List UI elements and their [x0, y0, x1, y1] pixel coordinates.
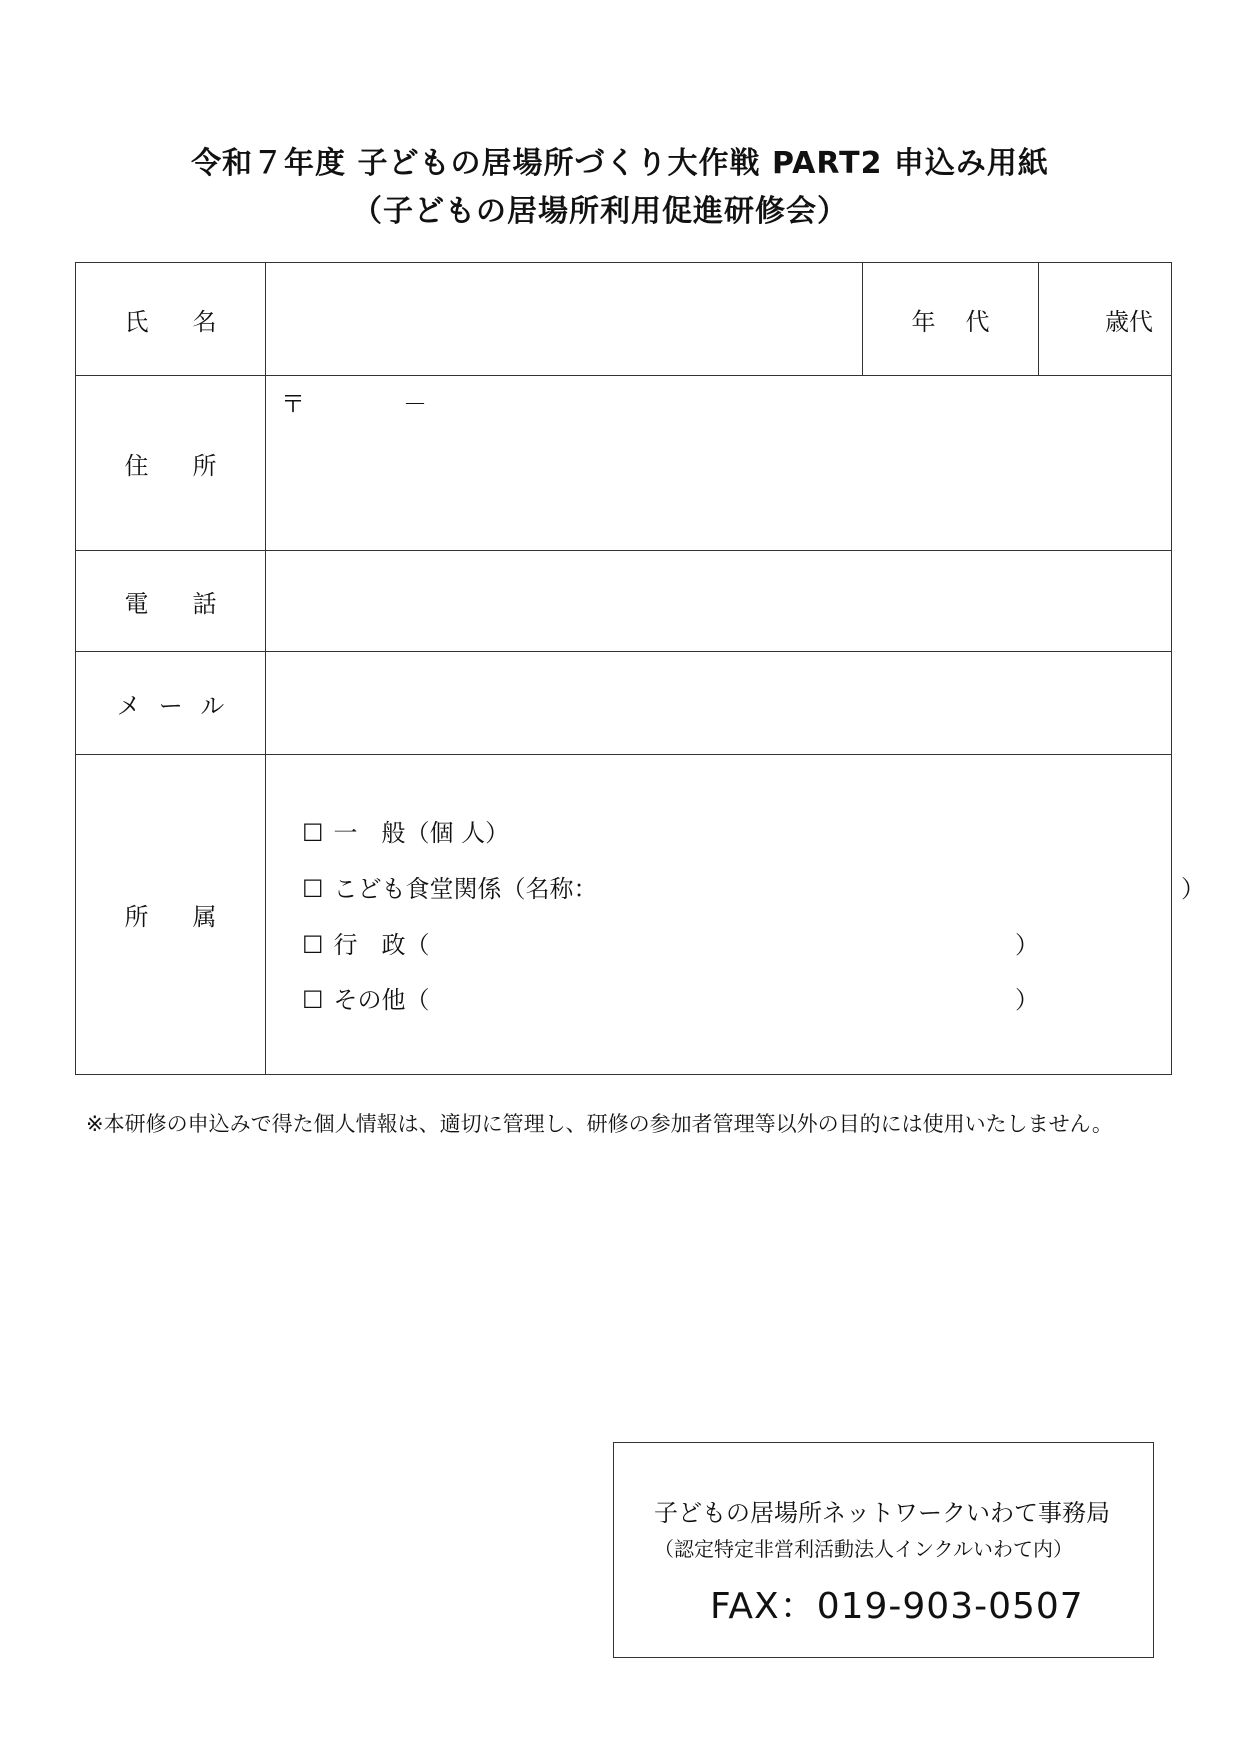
- option-government-label: 行 政（: [333, 931, 430, 959]
- mail-label: メール: [76, 652, 266, 755]
- checkbox-icon[interactable]: ☐: [302, 931, 324, 959]
- option-other[interactable]: [302, 980, 430, 1015]
- affiliation-options: [266, 755, 1205, 1075]
- address-row: [76, 376, 1172, 551]
- option-kodomo-shokudo-close: ）: [1181, 875, 1205, 903]
- option-government[interactable]: [302, 925, 430, 960]
- checkbox-icon[interactable]: ☐: [302, 819, 324, 847]
- option-government-close: ）: [1015, 931, 1039, 959]
- contact-org: 子どもの居場所ネットワークいわて事務局: [654, 1499, 1110, 1527]
- name-label: 氏名: [76, 263, 266, 376]
- form-title: 令和７年度 子どもの居場所づくり大作戦 PART2 申込み用紙: [191, 146, 1049, 181]
- privacy-note: ※本研修の申込みで得た個人情報は、適切に管理し、研修の参加者管理等以外の目的には使用いたしません。: [86, 1112, 1113, 1136]
- phone-field[interactable]: [266, 551, 1172, 652]
- age-label: 年代: [863, 263, 1039, 376]
- form-subtitle: （子どもの居場所利用促進研修会）: [352, 194, 848, 229]
- name-field[interactable]: [266, 263, 863, 376]
- age-unit-label: 歳代: [1105, 307, 1153, 336]
- option-kodomo-shokudo-label: こども食堂関係（名称：: [333, 875, 598, 903]
- phone-row: [76, 551, 1172, 652]
- checkbox-icon[interactable]: ☐: [302, 986, 324, 1014]
- address-field[interactable]: [266, 376, 1172, 551]
- option-general-label: 一 般（個 人）: [333, 819, 510, 847]
- contact-fax: FAX：019-903-0507: [710, 1586, 1084, 1627]
- mail-row: [76, 652, 1172, 755]
- name-row: [76, 263, 1172, 376]
- contact-sub: （認定特定非営利活動法人インクルいわて内）: [654, 1537, 1073, 1561]
- affiliation-row: [76, 755, 1172, 1075]
- option-other-close: ）: [1015, 986, 1039, 1014]
- postal-mark: 〒: [281, 390, 305, 418]
- mail-field[interactable]: [266, 652, 1172, 755]
- address-label: 住所: [76, 376, 266, 551]
- contact-box: [613, 1442, 1154, 1658]
- age-field[interactable]: [1039, 263, 1172, 376]
- option-kodomo-shokudo[interactable]: [302, 869, 598, 904]
- phone-label: 電話: [76, 551, 266, 652]
- affiliation-label: 所属: [76, 755, 266, 1075]
- application-form-table: [75, 262, 1205, 1075]
- option-general[interactable]: [302, 813, 509, 848]
- checkbox-icon[interactable]: ☐: [302, 875, 324, 903]
- postal-dash: －: [403, 390, 427, 418]
- option-other-label: その他（: [333, 986, 430, 1014]
